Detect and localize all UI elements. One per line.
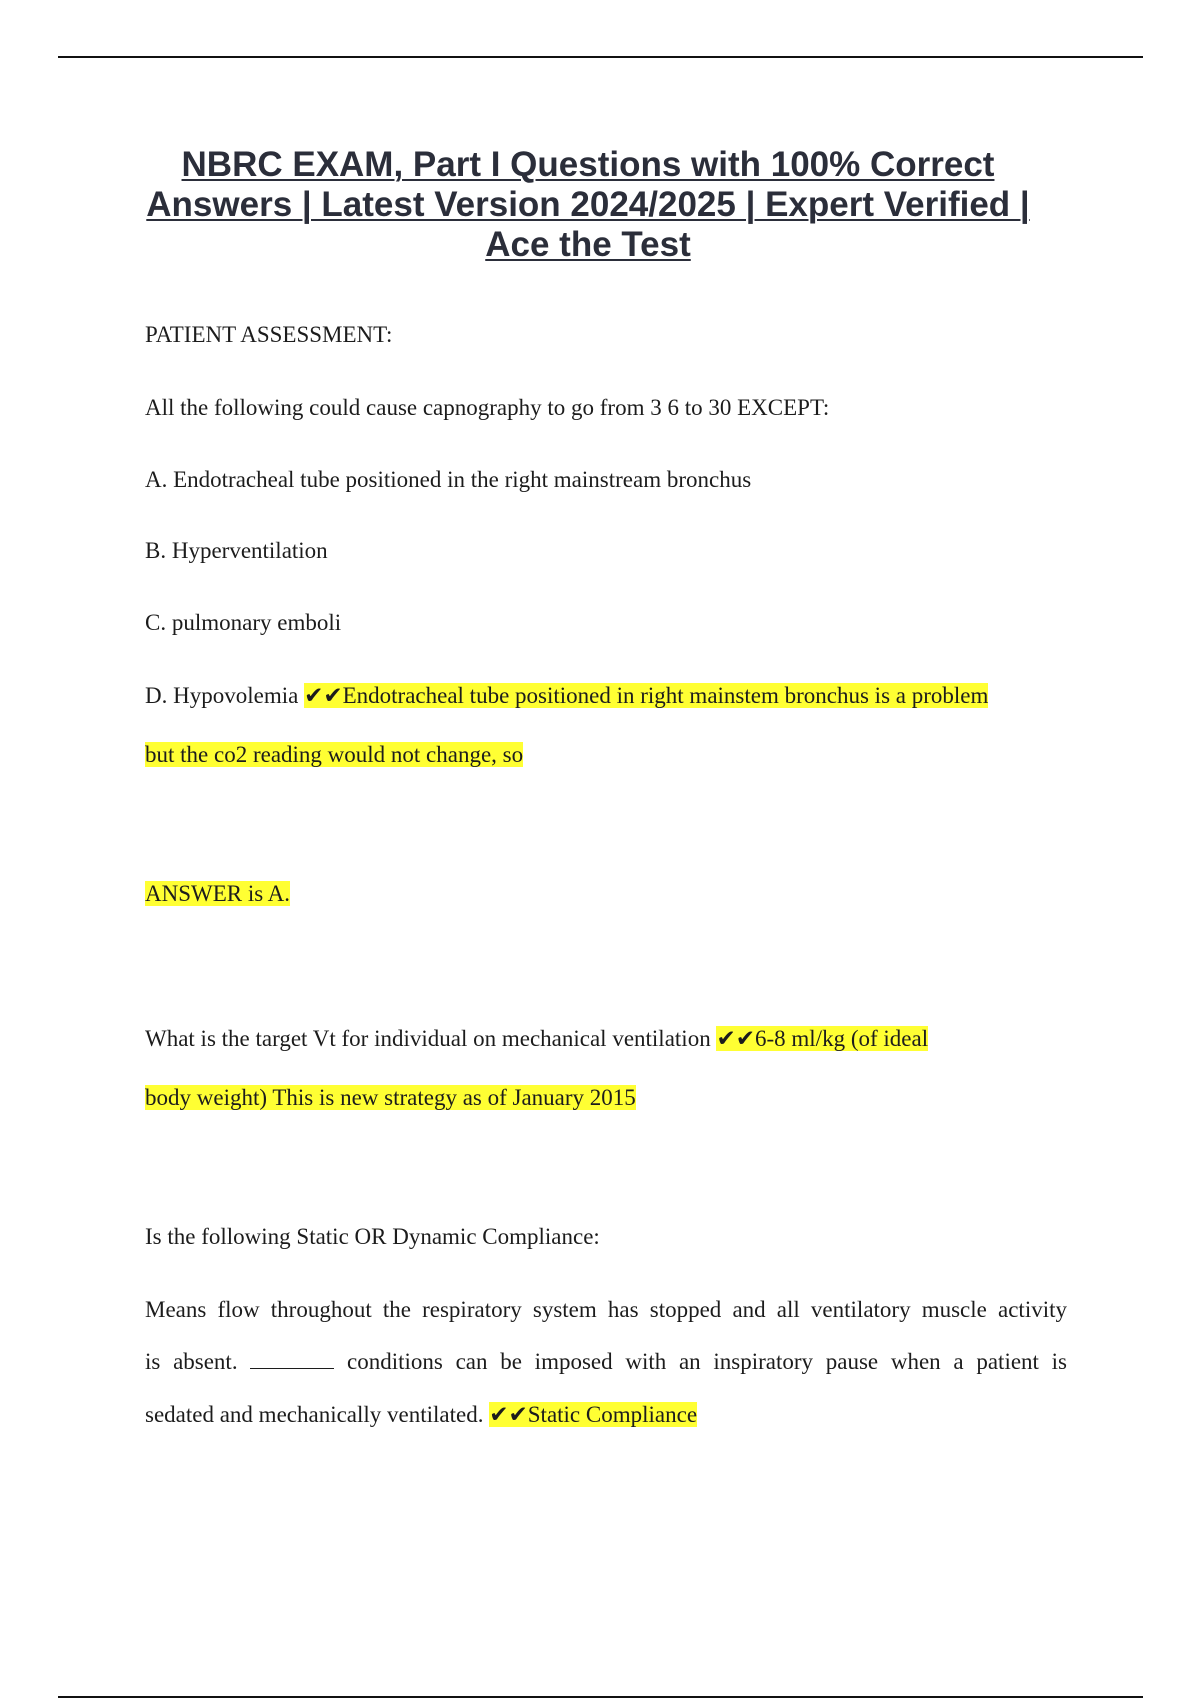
question-2-answer-line-2: [145, 1083, 636, 1113]
question-1-answer-highlight-2: but the co2 reading would not change, so: [145, 742, 524, 767]
question-3-body-line-2: [145, 1347, 1067, 1377]
question-1-option-c: C. pulmonary emboli: [145, 610, 342, 635]
question-1-option-d: D. Hypovolemia: [145, 683, 299, 708]
question-3-text: Is the following Static OR Dynamic Compliance:: [145, 1224, 600, 1249]
question-2-text: What is the target Vt for individual on mechanical ventilation: [145, 1026, 711, 1051]
question-1-final-answer: ANSWER is A.: [145, 881, 291, 906]
header-rule: [58, 56, 1143, 58]
question-3-body-line-3: [145, 1400, 697, 1430]
question-2-line: [145, 1024, 928, 1054]
question-1-option-d-line: [145, 681, 988, 711]
question-1-answer-line-2: [145, 740, 523, 770]
question-1-option-b: B. Hyperventilation: [145, 538, 328, 563]
section-heading: PATIENT ASSESSMENT:: [145, 322, 393, 347]
question-3-body-line-1: Means flow throughout the respiratory system has stopped and all ventilatory muscle activity: [145, 1297, 1067, 1322]
question-3-body-line-2-start: is absent.: [145, 1349, 238, 1374]
question-1-answer-highlight-1: ✔✔Endotracheal tube positioned in right mainstem bronchus is a problem: [304, 683, 989, 708]
question-2-answer-highlight-2: body weight) This is new strategy as of January 2015: [145, 1085, 636, 1110]
question-2-answer-highlight-1: ✔✔6-8 ml/kg (of ideal: [716, 1026, 929, 1051]
footer-rule: [58, 1696, 1143, 1698]
question-3-body-line-3-text: sedated and mechanically ventilated.: [145, 1402, 484, 1427]
question-1-text: All the following could cause capnography to go from 3 6 to 30 EXCEPT:: [145, 395, 830, 420]
question-1-final-answer-line: [145, 879, 290, 909]
question-3-answer-highlight: ✔✔Static Compliance: [489, 1402, 698, 1427]
question-1-option-a: A. Endotracheal tube positioned in the right mainstream bronchus: [145, 467, 752, 492]
document-title: NBRC EXAM, Part I Questions with 100% Correct Answers | Latest Version 2024/2025 | Expert Verified | Ace the Test: [146, 145, 1030, 264]
question-3-body-line-2-end: conditions can be imposed with an inspiratory pause when a patient is: [347, 1349, 1068, 1374]
fill-in-blank: [250, 1350, 334, 1369]
